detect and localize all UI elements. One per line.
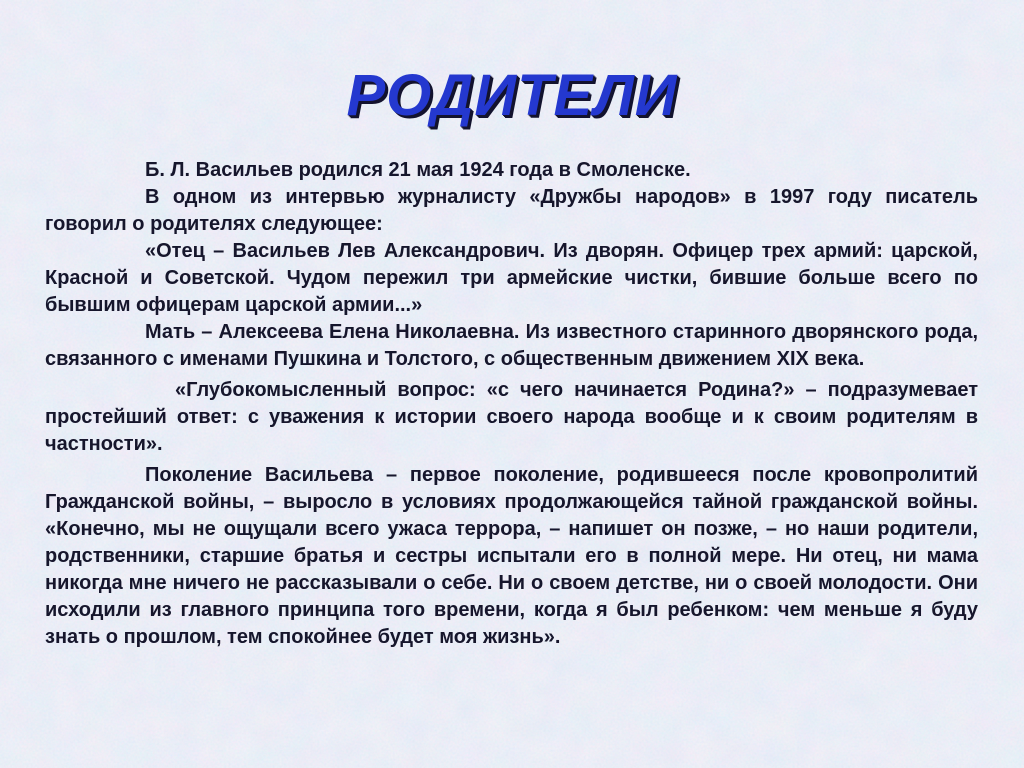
paragraph-generation-quote: Поколение Васильева – первое поколение, родившееся после кровопролитий Гражданской войны, – выросло в условиях продолжающейся тайной гражданской войны. «Конечно, мы не ощущали всего ужаса террора, – напишет он позже, – но наши родители, родственники, старшие братья и сестры испытали его в полной мере. Ни отец, ни мама никогда мне ничего не рассказывали о себе. Ни о своем детстве, ни о своей молодости. Они исходили из главного принципа того времени, когда я был ребенком: чем меньше я буду знать о прошлом, тем спокойнее будет моя жизнь». xyxy=(45,464,978,648)
paragraph-mother: Мать – Алексеева Елена Николаевна. Из известного старинного дворянского рода, связанного с именами Пушкина и Толстого, с общественным движением XIX века. xyxy=(45,321,978,370)
paragraph-father-quote: «Отец – Васильев Лев Александрович. Из дворян. Офицер трех армий: царской, Красной и Советской. Чудом пережил три армейские чистки, бившие больше всего по бывшим офицерам царской армии...» xyxy=(45,240,978,316)
paragraph-interview-intro: В одном из интервью журналисту «Дружбы народов» в 1997 году писатель говорил о родителях следующее: xyxy=(45,186,978,235)
paragraph-birth: Б. Л. Васильев родился 21 мая 1924 года в Смоленске. xyxy=(145,159,691,181)
slide-body-text xyxy=(0,157,1024,651)
slide-title: РОДИТЕЛИ xyxy=(346,63,678,128)
paragraph-rodina-quote: «Глубокомысленный вопрос: «с чего начинается Родина?» – подразумевает простейший ответ: с уважения к истории своего народа вообще и к своим родителям в частности». xyxy=(45,379,978,455)
